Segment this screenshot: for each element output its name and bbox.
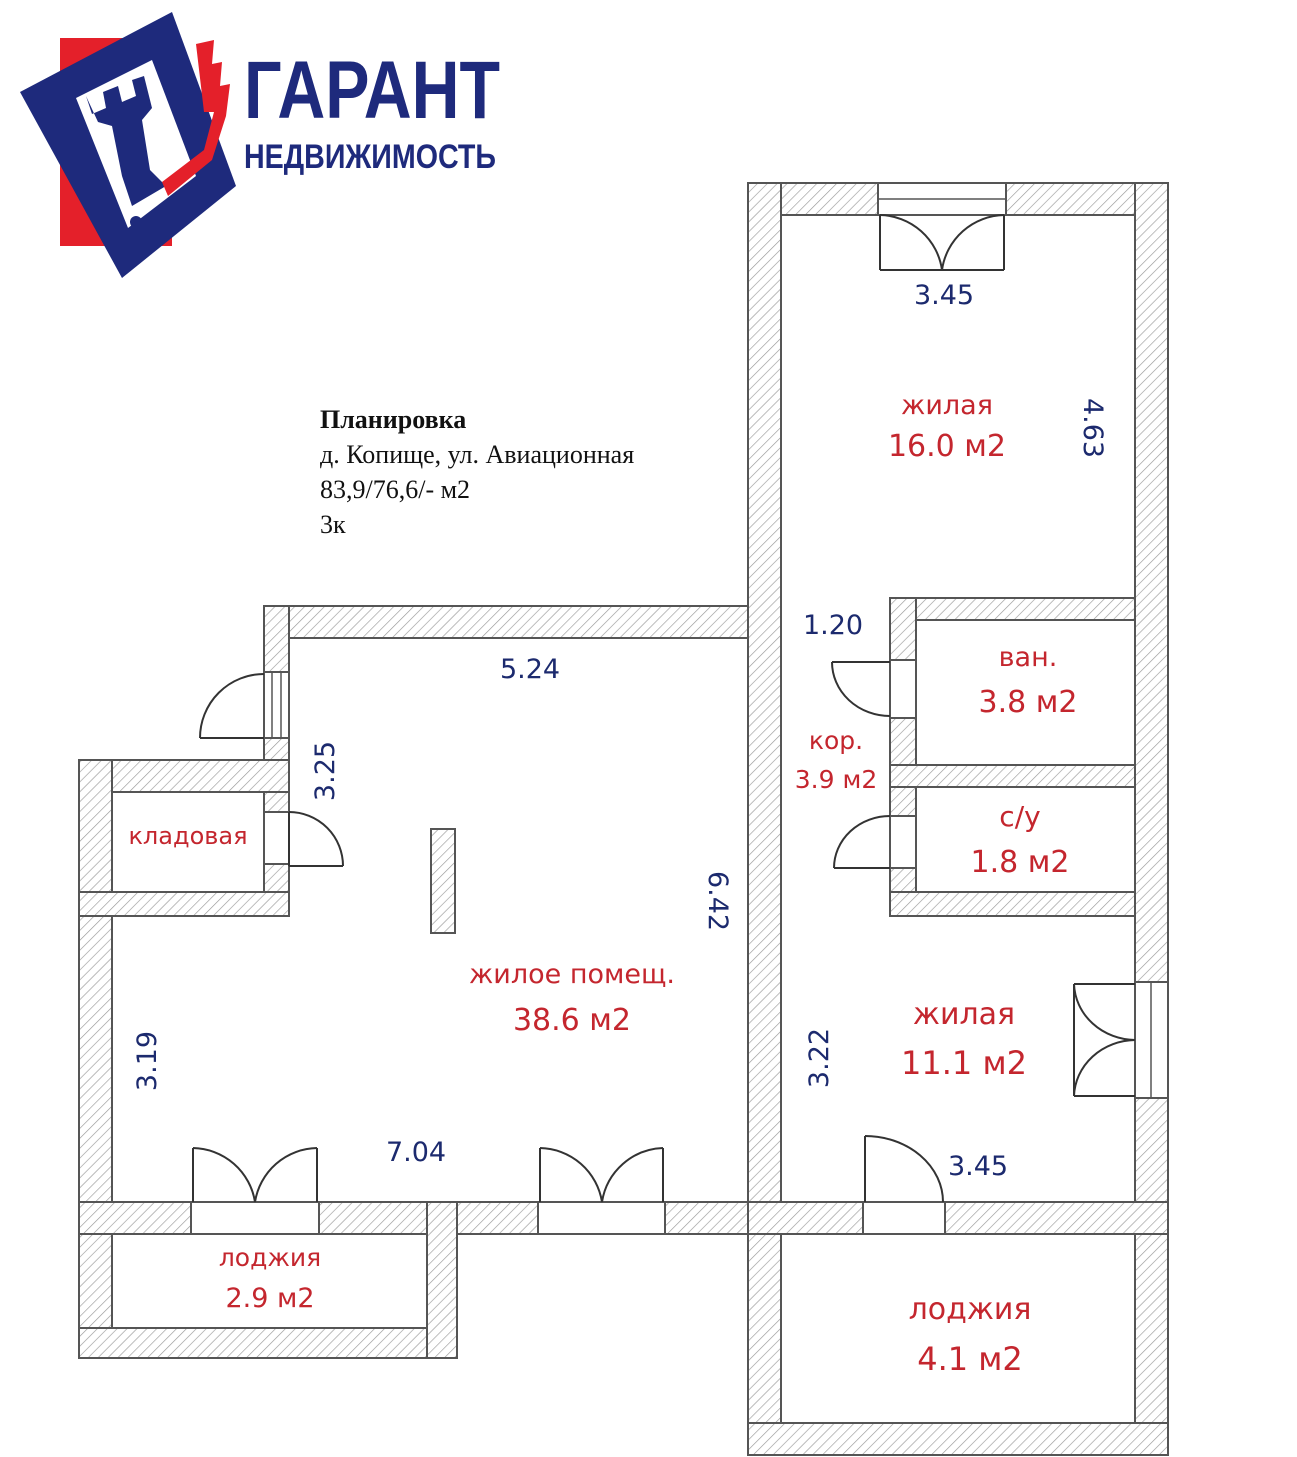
dim-living-left-lower: 3.19 (132, 1030, 163, 1092)
company-logo (20, 12, 500, 278)
dim-corridor-width: 1.20 (802, 610, 864, 641)
room-loggia-left-name: лоджия (218, 1243, 322, 1272)
room-bedroom-top-area: 16.0 м2 (887, 429, 1007, 464)
plan-area: 83,9/76,6/- м2 (320, 475, 471, 504)
room-loggia-left-area: 2.9 м2 (225, 1283, 315, 1314)
room-bedroom-low-name: жилая (912, 997, 1016, 1032)
room-loggia-right-name: лоджия (908, 1292, 1032, 1327)
plan-title: Планировка (320, 405, 467, 434)
logo-subtitle: НЕДВИЖИМОСТЬ (244, 138, 496, 176)
wc-door-opening (890, 816, 916, 868)
plan-address: д. Копище, ул. Авиационная (320, 440, 635, 469)
room-corridor-area: 3.9 м2 (794, 765, 878, 794)
dim-living-top: 5.24 (499, 654, 561, 685)
dim-living-bottom: 7.04 (385, 1137, 447, 1168)
room-living-area: 38.6 м2 (512, 1003, 632, 1038)
room-bedroom-low-area: 11.1 м2 (901, 1044, 1027, 1082)
entrance-door-opening (264, 672, 289, 738)
room-wc-area: 1.8 м2 (970, 845, 1070, 880)
plan-rooms: 3к (320, 510, 346, 539)
room-bath-area: 3.8 м2 (978, 685, 1078, 720)
logo-name: ГАРАНТ (244, 45, 500, 136)
logo-dot (130, 216, 142, 228)
dim-top-height: 4.63 (1077, 397, 1108, 459)
room-wc-name: с/у (999, 800, 1041, 833)
plan-info (320, 402, 634, 542)
room-corridor-name: кор. (808, 726, 864, 755)
room-bath-name: ван. (998, 642, 1058, 673)
door-loggia-left (191, 1202, 319, 1234)
dim-bedroom-low-height: 3.22 (804, 1027, 835, 1089)
bath-door-opening (890, 660, 916, 718)
dim-top-width: 3.45 (913, 280, 975, 311)
storage-door-opening (264, 812, 289, 864)
room-bedroom-top-name: жилая (901, 390, 993, 421)
room-storage-name: кладовая (128, 822, 248, 850)
dim-bedroom-low-width: 3.45 (947, 1151, 1009, 1182)
door-loggia-right (863, 1202, 945, 1234)
room-living-name: жилое помещ. (468, 959, 676, 990)
room-loggia-right-area: 4.1 м2 (917, 1340, 1023, 1378)
door-loggia-middle (538, 1202, 665, 1234)
dim-living-left-upper: 3.25 (310, 740, 341, 802)
dim-living-right: 6.42 (702, 870, 733, 932)
